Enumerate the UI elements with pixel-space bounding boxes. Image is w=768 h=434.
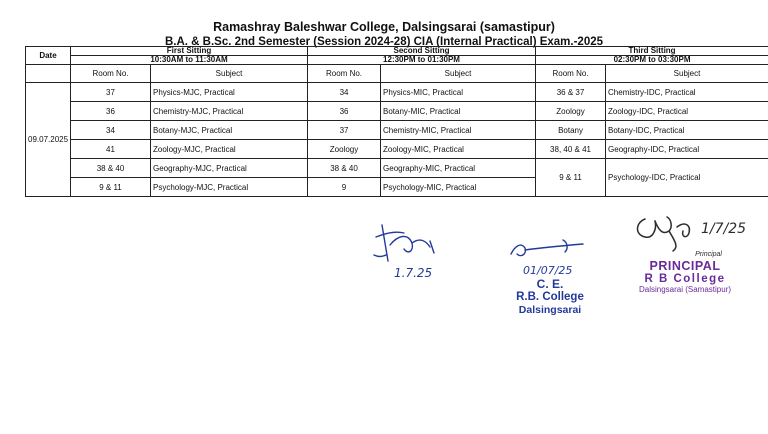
room-cell: Zoology xyxy=(308,140,381,159)
third-sitting-time: 02:30PM to 03:30PM xyxy=(536,56,768,65)
room-cell: Botany xyxy=(536,121,606,140)
room-cell: 9 & 11 xyxy=(536,159,606,197)
room-header: Room No. xyxy=(71,65,151,83)
subject-cell: Zoology-IDC, Practical xyxy=(606,102,768,121)
room-cell: 38 & 40 xyxy=(71,159,151,178)
room-header: Room No. xyxy=(536,65,606,83)
table-row xyxy=(26,83,768,102)
subject-cell: Zoology-MJC, Practical xyxy=(151,140,308,159)
principal-stamp-title: PRINCIPAL xyxy=(649,259,721,273)
principal-stamp-college: R B College xyxy=(644,273,726,285)
subject-cell: Botany-IDC, Practical xyxy=(606,121,768,140)
room-cell: 9 & 11 xyxy=(71,178,151,197)
subject-cell: Geography-MJC, Practical xyxy=(151,159,308,178)
room-cell: 36 & 37 xyxy=(536,83,606,102)
principal-signature-date: 1/7/25 xyxy=(701,221,747,237)
signature-1-date: 1.7.25 xyxy=(394,266,433,280)
ce-stamp-title: C. E. xyxy=(536,277,564,291)
subject-cell: Chemistry-IDC, Practical xyxy=(606,83,768,102)
subject-cell: Psychology-MJC, Practical xyxy=(151,178,308,197)
subject-cell: Chemistry-MJC, Practical xyxy=(151,102,308,121)
room-cell: 38, 40 & 41 xyxy=(536,140,606,159)
room-cell: 37 xyxy=(71,83,151,102)
room-cell: 34 xyxy=(71,121,151,140)
subject-cell: Botany-MIC, Practical xyxy=(381,102,536,121)
subject-cell: Chemistry-MIC, Practical xyxy=(381,121,536,140)
room-cell: 38 & 40 xyxy=(308,159,381,178)
subject-cell: Psychology-MIC, Practical xyxy=(381,178,536,197)
ce-stamp-college: R.B. College xyxy=(516,291,584,303)
handwritten-signature-1 xyxy=(368,215,458,280)
table-row xyxy=(26,159,768,178)
room-header: Room No. xyxy=(308,65,381,83)
room-cell: 36 xyxy=(71,102,151,121)
room-cell: 36 xyxy=(308,102,381,121)
subject-cell: Physics-MJC, Practical xyxy=(151,83,308,102)
ce-signature-date: 01/07/25 xyxy=(523,264,573,277)
subject-header: Subject xyxy=(381,65,536,83)
exam-title: B.A. & B.Sc. 2nd Semester (Session 2024-28) CIA (Internal Practical) Exam.-2025 xyxy=(164,36,604,48)
principal-handwritten-label: Principal xyxy=(695,251,722,258)
room-cell: Zoology xyxy=(536,102,606,121)
room-cell: 41 xyxy=(71,140,151,159)
room-cell: 9 xyxy=(308,178,381,197)
date-subheader-blank xyxy=(26,65,71,83)
subject-cell: Physics-MIC, Practical xyxy=(381,83,536,102)
subject-cell: Psychology-IDC, Practical xyxy=(606,159,768,197)
subject-header: Subject xyxy=(151,65,308,83)
subject-cell: Zoology-MIC, Practical xyxy=(381,140,536,159)
exam-date: 09.07.2025 xyxy=(26,83,71,197)
subject-cell: Geography-MIC, Practical xyxy=(381,159,536,178)
first-sitting-header: First Sitting xyxy=(71,47,308,56)
room-cell: 37 xyxy=(308,121,381,140)
first-sitting-time: 10:30AM to 11:30AM xyxy=(71,56,308,65)
document-header xyxy=(0,20,768,49)
ce-signature xyxy=(505,236,595,280)
room-cell: 34 xyxy=(308,83,381,102)
table-row xyxy=(26,121,768,140)
subject-cell: Geography-IDC, Practical xyxy=(606,140,768,159)
third-sitting-header: Third Sitting xyxy=(536,47,768,56)
subject-header: Subject xyxy=(606,65,768,83)
principal-stamp xyxy=(620,250,750,294)
date-column-header: Date xyxy=(26,47,71,65)
principal-stamp-place: Dalsingsarai (Samastipur) xyxy=(638,285,732,294)
ce-stamp xyxy=(500,278,600,316)
second-sitting-header: Second Sitting xyxy=(308,47,536,56)
principal-signature xyxy=(625,205,760,255)
table-row xyxy=(26,102,768,121)
exam-schedule-table xyxy=(25,46,768,197)
subject-cell: Botany-MJC, Practical xyxy=(151,121,308,140)
college-name: Ramashray Baleshwar College, Dalsingsarai (samastipur) xyxy=(213,20,555,34)
table-row xyxy=(26,140,768,159)
second-sitting-time: 12:30PM to 01:30PM xyxy=(308,56,536,65)
ce-stamp-place: Dalsingsarai xyxy=(518,304,582,316)
